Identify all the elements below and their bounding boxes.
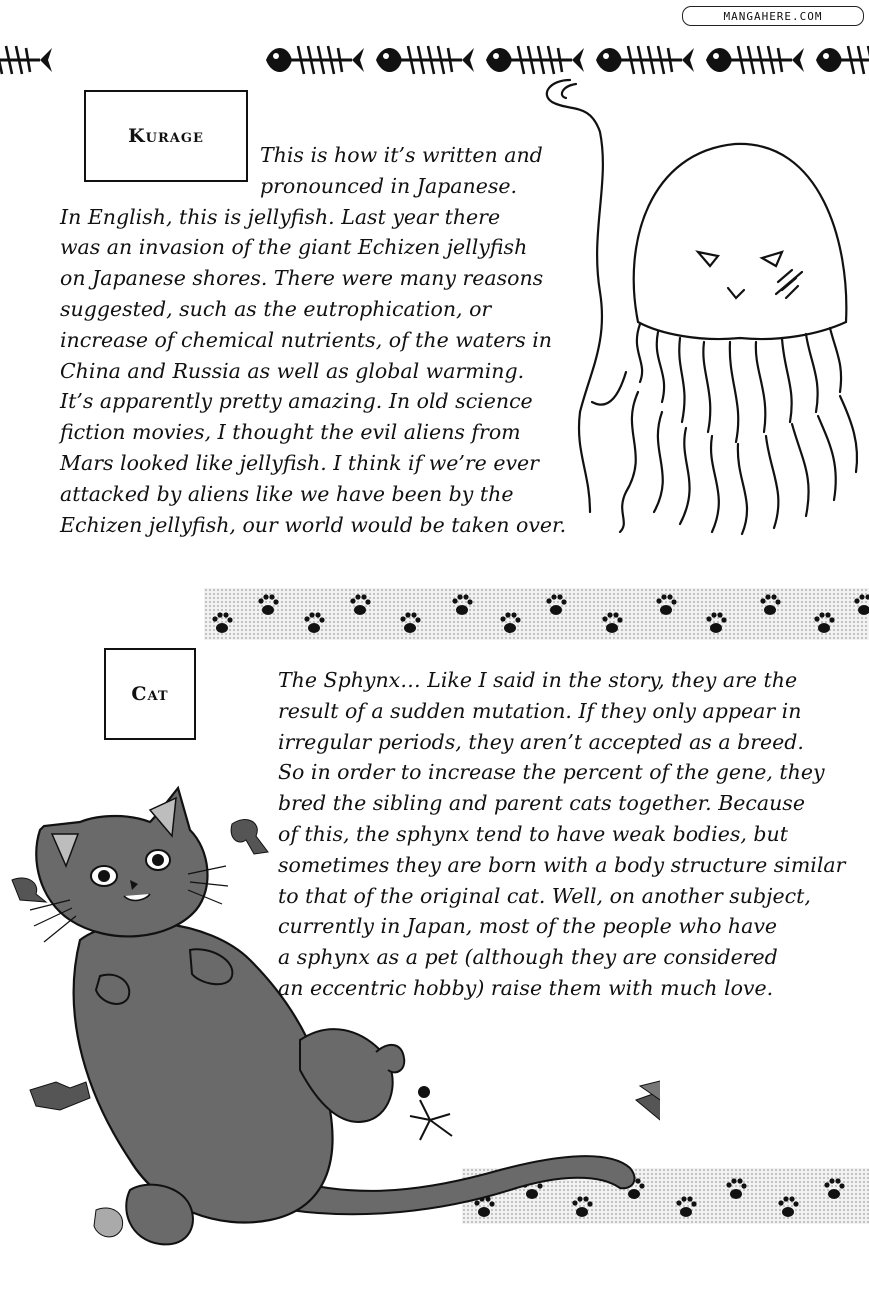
cat-label: Cat <box>131 683 169 705</box>
kurage-line: fiction movies, I thought the evil aliens from <box>60 420 521 445</box>
sphynx-cat-illustration <box>0 770 660 1270</box>
cat-line: currently in Japan, most of the people who have <box>278 914 778 939</box>
cat-line: So in order to increase the percent of the gene, they <box>278 760 825 785</box>
fish-bone-icon <box>706 46 804 74</box>
kurage-line: Echizen jellyfish, our world would be taken over. <box>60 512 567 537</box>
paw-print-icon <box>656 594 676 615</box>
paw-print-icon <box>760 594 780 615</box>
paw-print-icon <box>602 612 622 633</box>
kurage-line: was an invasion of the giant Echizen jellyfish <box>60 235 528 260</box>
fish-bone-icon <box>816 46 869 74</box>
kurage-description <box>60 140 566 540</box>
cat-line: of this, the sphynx tend to have weak bodies, but <box>278 821 788 846</box>
paw-print-icon <box>400 612 420 633</box>
fish-bone-icon <box>596 46 694 74</box>
paw-print-icon <box>258 594 278 615</box>
paw-print-icon <box>778 1196 798 1217</box>
kurage-line: China and Russia as well as global warming. <box>60 358 525 383</box>
paw-print-icon <box>854 594 869 615</box>
cat-line: bred the sibling and parent cats together. Because <box>278 791 805 816</box>
kurage-line: Mars looked like jellyfish. I think if we’re ever <box>60 450 539 475</box>
kurage-line: increase of chemical nutrients, of the waters in <box>60 327 552 352</box>
paw-print-icon <box>304 612 324 633</box>
watermark-text: MANGAHERE.COM <box>723 9 823 23</box>
kurage-line: attacked by aliens like we have been by the <box>60 481 514 506</box>
paw-print-icon <box>676 1196 696 1217</box>
paw-print-icon <box>350 594 370 615</box>
paw-print-border-top <box>204 588 869 640</box>
watermark <box>682 6 864 26</box>
kurage-line: on Japanese shores. There were many reasons <box>60 266 544 291</box>
paw-print-icon <box>212 612 232 633</box>
paw-print-icon <box>452 594 472 615</box>
kurage-label: Kurage <box>128 125 204 147</box>
kurage-line: pronounced in Japanese. <box>260 173 518 198</box>
fish-bone-icon <box>266 46 364 74</box>
kurage-line: This is how it’s written and <box>260 143 543 167</box>
paw-print-icon <box>726 1178 746 1199</box>
paw-print-icon <box>546 594 566 615</box>
jellyfish-illustration <box>530 72 869 542</box>
kurage-line: It’s apparently pretty amazing. In old science <box>60 389 533 414</box>
cat-line: a sphynx as a pet (although they are considered <box>278 945 778 970</box>
cat-line: irregular periods, they aren’t accepted as a breed. <box>278 729 804 754</box>
kurage-line: suggested, such as the eutrophication, or <box>60 296 492 321</box>
paw-print-icon <box>814 612 834 633</box>
cat-line: result of a sudden mutation. If they only appear in <box>278 698 802 723</box>
cat-line: an eccentric hobby) raise them with much love. <box>278 975 774 1000</box>
cat-label-box <box>104 648 196 740</box>
fish-bone-icon <box>376 46 474 74</box>
fish-bone-icon <box>486 46 584 74</box>
paw-print-icon <box>706 612 726 633</box>
cat-line: The Sphynx… Like I said in the story, they are the <box>278 668 798 692</box>
paw-print-icon <box>824 1178 844 1199</box>
cat-line: sometimes they are born with a body structure similar <box>278 852 846 877</box>
paw-print-icon <box>500 612 520 633</box>
cat-line: to that of the original cat. Well, on another subject, <box>278 883 811 908</box>
kurage-line: In English, this is jellyfish. Last year there <box>60 204 501 229</box>
fish-bone-icon <box>0 46 52 74</box>
